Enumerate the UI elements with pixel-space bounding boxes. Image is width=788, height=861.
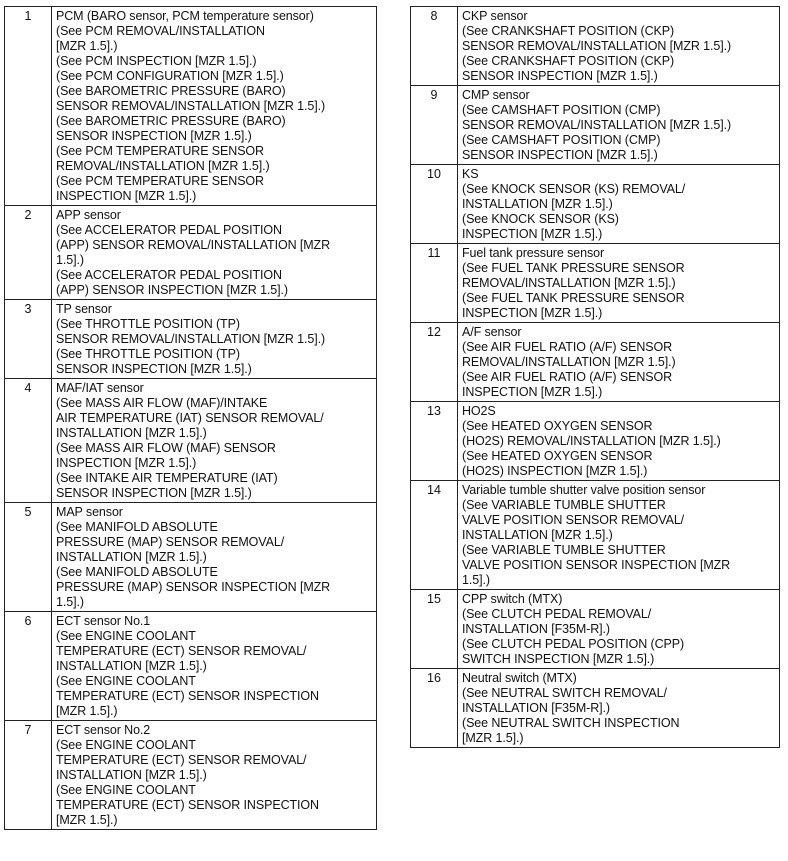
item-description [458,165,779,243]
reference-text: (See VARIABLE TUMBLE SHUTTER [462,498,666,512]
item-number: 5 [5,503,52,611]
reference-text: (See PCM INSPECTION [MZR 1.5].) [56,54,257,68]
reference-text: (See THROTTLE POSITION (TP) [56,317,240,331]
reference-text: VALVE POSITION SENSOR REMOVAL/ [462,513,685,527]
reference-text: SENSOR INSPECTION [MZR 1.5].) [56,362,252,376]
reference-text: (See NEUTRAL SWITCH INSPECTION [462,716,680,730]
reference-text: INSPECTION [MZR 1.5].) [462,385,603,399]
item-description [458,323,779,401]
item-description [52,300,376,378]
reference-text: SENSOR REMOVAL/INSTALLATION [MZR 1.5].) [56,332,326,346]
reference-text: TEMPERATURE (ECT) SENSOR INSPECTION [56,798,319,812]
item-number: 2 [5,206,52,299]
reference-text: (See PCM TEMPERATURE SENSOR [56,144,264,158]
reference-text: REMOVAL/INSTALLATION [MZR 1.5].) [462,355,676,369]
component-name: HO2S [462,404,496,418]
reference-text: INSTALLATION [F35M-R].) [462,622,610,636]
table-row [411,7,779,85]
reference-text: SENSOR REMOVAL/INSTALLATION [MZR 1.5].) [462,118,732,132]
reference-text: PRESSURE (MAP) SENSOR INSPECTION [MZR [56,580,331,594]
component-name: APP sensor [56,208,121,222]
reference-text: INSPECTION [MZR 1.5].) [462,227,603,241]
reference-text: INSTALLATION [MZR 1.5].) [56,659,207,673]
reference-text: 1.5].) [56,253,84,267]
reference-text: TEMPERATURE (ECT) SENSOR INSPECTION [56,689,319,703]
reference-text: (See CRANKSHAFT POSITION (CKP) [462,24,675,38]
table-row [5,205,376,299]
reference-text: SENSOR INSPECTION [MZR 1.5].) [462,69,658,83]
table-row [411,164,779,243]
reference-text: (See ENGINE COOLANT [56,738,196,752]
item-description [458,7,779,85]
component-name: A/F sensor [462,325,522,339]
reference-text: INSTALLATION [MZR 1.5].) [56,550,207,564]
item-description [458,481,779,589]
item-description [52,7,376,205]
reference-text: (HO2S) INSPECTION [MZR 1.5].) [462,464,648,478]
item-description [52,503,376,611]
reference-text: SENSOR INSPECTION [MZR 1.5].) [56,129,252,143]
component-name: CKP sensor [462,9,528,23]
table-row [5,502,376,611]
reference-text: [MZR 1.5].) [56,39,118,53]
reference-text: (See HEATED OXYGEN SENSOR [462,449,653,463]
item-number: 13 [411,402,458,480]
component-name: KS [462,167,479,181]
item-number: 15 [411,590,458,668]
table-row [5,611,376,720]
item-description [52,721,376,829]
table-row [411,589,779,668]
reference-text: SWITCH INSPECTION [MZR 1.5].) [462,652,655,666]
reference-text: (See ACCELERATOR PEDAL POSITION [56,268,282,282]
reference-text: SENSOR INSPECTION [MZR 1.5].) [56,486,252,500]
item-number: 8 [411,7,458,85]
reference-text: INSTALLATION [MZR 1.5].) [56,426,207,440]
item-number: 3 [5,300,52,378]
reference-text: (See ACCELERATOR PEDAL POSITION [56,223,282,237]
reference-text: [MZR 1.5].) [56,704,118,718]
component-name: Fuel tank pressure sensor [462,246,605,260]
reference-text: INSTALLATION [MZR 1.5].) [462,197,613,211]
reference-text: INSTALLATION [F35M-R].) [462,701,610,715]
item-number: 1 [5,7,52,205]
reference-text: SENSOR REMOVAL/INSTALLATION [MZR 1.5].) [462,39,732,53]
reference-text: (See ENGINE COOLANT [56,674,196,688]
reference-text: 1.5].) [56,595,84,609]
table-row [411,401,779,480]
item-number: 16 [411,669,458,747]
reference-text: SENSOR INSPECTION [MZR 1.5].) [462,148,658,162]
component-name: CMP sensor [462,88,530,102]
item-description [458,244,779,322]
item-description [458,669,779,747]
reference-text: (See NEUTRAL SWITCH REMOVAL/ [462,686,667,700]
reference-text: (See ENGINE COOLANT [56,783,196,797]
reference-text: (See BAROMETRIC PRESSURE (BARO) [56,84,286,98]
reference-text: (See AIR FUEL RATIO (A/F) SENSOR [462,340,673,354]
reference-text: AIR TEMPERATURE (IAT) SENSOR REMOVAL/ [56,411,324,425]
item-number: 7 [5,721,52,829]
reference-text: (See MASS AIR FLOW (MAF) SENSOR [56,441,276,455]
component-name: ECT sensor No.1 [56,614,151,628]
reference-text: REMOVAL/INSTALLATION [MZR 1.5].) [462,276,676,290]
component-name: CPP switch (MTX) [462,592,563,606]
reference-text: PRESSURE (MAP) SENSOR REMOVAL/ [56,535,285,549]
item-description [458,590,779,668]
reference-text: (See FUEL TANK PRESSURE SENSOR [462,291,685,305]
reference-text: SENSOR REMOVAL/INSTALLATION [MZR 1.5].) [56,99,326,113]
table-row [5,378,376,502]
reference-text: (See CLUTCH PEDAL POSITION (CPP) [462,637,685,651]
component-name: ECT sensor No.2 [56,723,151,737]
component-name: TP sensor [56,302,112,316]
component-name: MAP sensor [56,505,123,519]
reference-text: (See PCM TEMPERATURE SENSOR [56,174,264,188]
item-description [52,612,376,720]
reference-text: (See VARIABLE TUMBLE SHUTTER [462,543,666,557]
item-number: 12 [411,323,458,401]
table-row [411,243,779,322]
reference-text: (See BAROMETRIC PRESSURE (BARO) [56,114,286,128]
item-description [458,86,779,164]
reference-text: INSPECTION [MZR 1.5].) [56,189,197,203]
reference-text: [MZR 1.5].) [56,813,118,827]
reference-text: (HO2S) REMOVAL/INSTALLATION [MZR 1.5].) [462,434,721,448]
reference-text: (See ENGINE COOLANT [56,629,196,643]
reference-text: (APP) SENSOR INSPECTION [MZR 1.5].) [56,283,288,297]
reference-text: (See CAMSHAFT POSITION (CMP) [462,133,661,147]
component-table-left [4,6,377,830]
table-row [5,720,376,829]
table-row [5,299,376,378]
reference-text: TEMPERATURE (ECT) SENSOR REMOVAL/ [56,644,307,658]
reference-text: (See PCM REMOVAL/INSTALLATION [56,24,265,38]
reference-text: 1.5].) [462,573,490,587]
component-name: Variable tumble shutter valve position sensor [462,483,706,497]
reference-text: VALVE POSITION SENSOR INSPECTION [MZR [462,558,731,572]
reference-text: [MZR 1.5].) [462,731,524,745]
item-description [52,206,376,299]
item-number: 14 [411,481,458,589]
reference-text: (See INTAKE AIR TEMPERATURE (IAT) [56,471,278,485]
reference-text: (See THROTTLE POSITION (TP) [56,347,240,361]
reference-text: (See MASS AIR FLOW (MAF)/INTAKE [56,396,268,410]
reference-text: (See AIR FUEL RATIO (A/F) SENSOR [462,370,673,384]
reference-text: (See KNOCK SENSOR (KS) REMOVAL/ [462,182,686,196]
item-description [458,402,779,480]
reference-text: REMOVAL/INSTALLATION [MZR 1.5].) [56,159,270,173]
reference-text: (See HEATED OXYGEN SENSOR [462,419,653,433]
reference-text: (APP) SENSOR REMOVAL/INSTALLATION [MZR [56,238,331,252]
reference-text: (See PCM CONFIGURATION [MZR 1.5].) [56,69,284,83]
reference-text: INSTALLATION [MZR 1.5].) [56,768,207,782]
item-number: 11 [411,244,458,322]
reference-text: (See MANIFOLD ABSOLUTE [56,565,218,579]
table-row [5,7,376,205]
reference-text: TEMPERATURE (ECT) SENSOR REMOVAL/ [56,753,307,767]
item-number: 9 [411,86,458,164]
reference-text: INSTALLATION [MZR 1.5].) [462,528,613,542]
item-description [52,379,376,502]
table-row [411,480,779,589]
table-row [411,322,779,401]
reference-text: (See CAMSHAFT POSITION (CMP) [462,103,661,117]
item-number: 4 [5,379,52,502]
reference-text: (See CLUTCH PEDAL REMOVAL/ [462,607,652,621]
reference-text: (See KNOCK SENSOR (KS) [462,212,619,226]
component-name: Neutral switch (MTX) [462,671,577,685]
item-number: 10 [411,165,458,243]
reference-text: (See MANIFOLD ABSOLUTE [56,520,218,534]
reference-text: (See FUEL TANK PRESSURE SENSOR [462,261,685,275]
reference-text: INSPECTION [MZR 1.5].) [462,306,603,320]
component-table-right [410,6,780,748]
component-name: PCM (BARO sensor, PCM temperature sensor) [56,9,314,23]
component-name: MAF/IAT sensor [56,381,144,395]
table-row [411,668,779,747]
table-row [411,85,779,164]
item-number: 6 [5,612,52,720]
reference-text: (See CRANKSHAFT POSITION (CKP) [462,54,675,68]
reference-text: INSPECTION [MZR 1.5].) [56,456,197,470]
